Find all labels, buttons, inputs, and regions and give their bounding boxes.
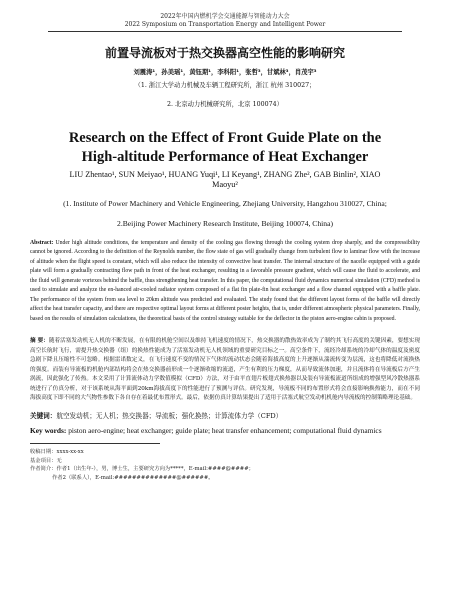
- abstract-en: [30, 239, 420, 325]
- affiliation-cn-1: （1. 浙江大学动力机械及车辆工程研究所，浙江 杭州 310027；: [134, 82, 316, 89]
- keywords-en-label: Key words:: [30, 425, 67, 435]
- keywords-cn: [30, 410, 420, 420]
- paper-title-en-line1: Research on the Effect of Front Guide Plate on the: [68, 130, 382, 146]
- conference-name-en: 2022 Symposium on Transportation Energy and Intelligent Power: [124, 21, 326, 28]
- keywords-en-text: piston aero-engine; heat exchanger; guide plate; heat transfer enhancement; computational fluid dynamics: [68, 425, 382, 435]
- abstract-cn: [30, 337, 420, 404]
- paper-title-en-line2: High-altitude Performance of Heat Exchanger: [81, 149, 369, 165]
- abstract-cn-text: 随着活塞发动机无人机的不断发展，在有限的机舱空间以及维持飞机速度的情况下，热交换器的散热效率成为了制约其飞行高度的关键因素，要想实现高空长航时飞行，需提升热交换器（组）的换热性能成为了活塞发动机无人机领域的重要研究目标之一。高空条件下，流经冷却系统的冷却气体的温度及密度急剧下降且压缩性不可忽略。根据雷诺数定义，在飞行速度不变的情况下气体的流动状态会随着海拔高度的上升逐渐从湍流转变为层流，这也将降低对流换热的强度。而装有导流板的机舱内部结构将会在热交换器前形成一个逐渐收缩的流道，产生有利的压力梯度，从而导致流体加速，并且流体将在导流板后方产生涡流，因此强化了传热。本文采用了计算流体动力学数值模拟（CFD）方法，对于由平直翅片板翅式换热器以及装有导流板流道所组成的增强型风冷散热器系统进行了仿真分析，对于该系统从海平面到20km海拔高度下的性能进行了预测与评估。研究发现，导流板不同的布置形式将会直接影响换热能力，而在不同海拔高度下即不同的大气物性参数下各自存在着最优布置形式。最后，依据仿真计算结果提出了适用于活塞式航空发动机机舱内导流板的控制策略理论基础。: [30, 338, 420, 401]
- keywords-en: [30, 426, 420, 436]
- footnotes: [30, 448, 420, 482]
- footnote-author1: 作者简介：作者1（出生年-），男，博士生，主要研究方向为*****，E-mail:####@####；: [30, 466, 254, 472]
- paper-title-en: [0, 129, 450, 167]
- authors-en: LIU Zhentao¹, SUN Meiyao¹, HUANG Yuqi¹, LI Keyang¹, ZHANG Zhe², GAB Binlin², XIAO Maoyu²: [69, 170, 381, 189]
- conference-header: [0, 0, 450, 32]
- footnote-funding: 基金项目：无: [30, 457, 62, 464]
- keywords-cn-text: 航空发动机；无人机；热交换器；导流板；强化换热；计算流体力学（CFD）: [56, 411, 283, 420]
- keywords-cn-label: 关键词：: [30, 411, 57, 420]
- paper-title-cn: 前置导流板对于热交换器高空性能的影响研究: [104, 46, 345, 60]
- affiliation-en-2: 2.Beijing Power Machinery Research Institute, Beijing 100074, China): [117, 218, 333, 228]
- authors-cn: 刘震涛¹，孙美瑶¹，黄钰期¹，李科阳¹，张哲³，甘斌林³，肖茂宇³: [133, 69, 317, 76]
- conference-name-cn: 2022年中国内燃机学会交通能源与智能动力大会: [160, 13, 290, 20]
- footnote-rule: [30, 443, 160, 444]
- abstract-en-label: Abstract:: [30, 239, 54, 246]
- header-rule: [48, 31, 402, 32]
- affiliation-cn-2: 2. 北京动力机械研究所，北京 100074）: [167, 101, 283, 108]
- footnote-received: 收稿日期：xxxx-xx-xx: [30, 449, 84, 455]
- affiliation-en-1: (1. Institute of Power Machinery and Vehicle Engineering, Zhejiang University, Hangzhou 310027, China;: [63, 199, 387, 208]
- abstract-cn-label: 摘 要：: [30, 338, 49, 344]
- footnote-author2: 作者2（联系人），E-mail:##############@######。: [52, 474, 214, 481]
- abstract-en-text: Under high altitude conditions, the temperature and density of the cooling gas flowing through the cooling system drop sharply, and the compressibility cannot be ignored. According to the definition of the Reynolds number, the flow state of gas will gradually change from turbulent flow to laminar flow with the increase of altitude when the flight speed is constant, which will also reduce the intensity of convective heat transfer. The internal structure of the nacelle equipped with a guide plate will form a gradually contracting flow path in front of the heat exchanger, resulting in a favorable pressure gradient, which will cause the fluid to accelerate, and the fluid will generate vortexes behind the baffle, thus strengthening heat transfer. In this paper, the computational fluid dynamics numerical simulation (CFD) method is used to simulate and analyze the en-hanced air-cooled radiator system composed of a flat fin plate-fin heat exchanger and a flow channel equipped with a baffle plate. The performance of the system from sea level to 20km altitude was predicted and evaluated. The study found that the different layout forms of the baffle will directly affect the heat transfer capacity, and there are respective optimal layout forms at different poster heights, that is, under different atmospheric physical parameters. Finally, based on the results of simulation calculations, the theoretical basis of the control strategy suitable for the deflector in the piston aero-engine cabin is proposed.: [30, 239, 420, 322]
